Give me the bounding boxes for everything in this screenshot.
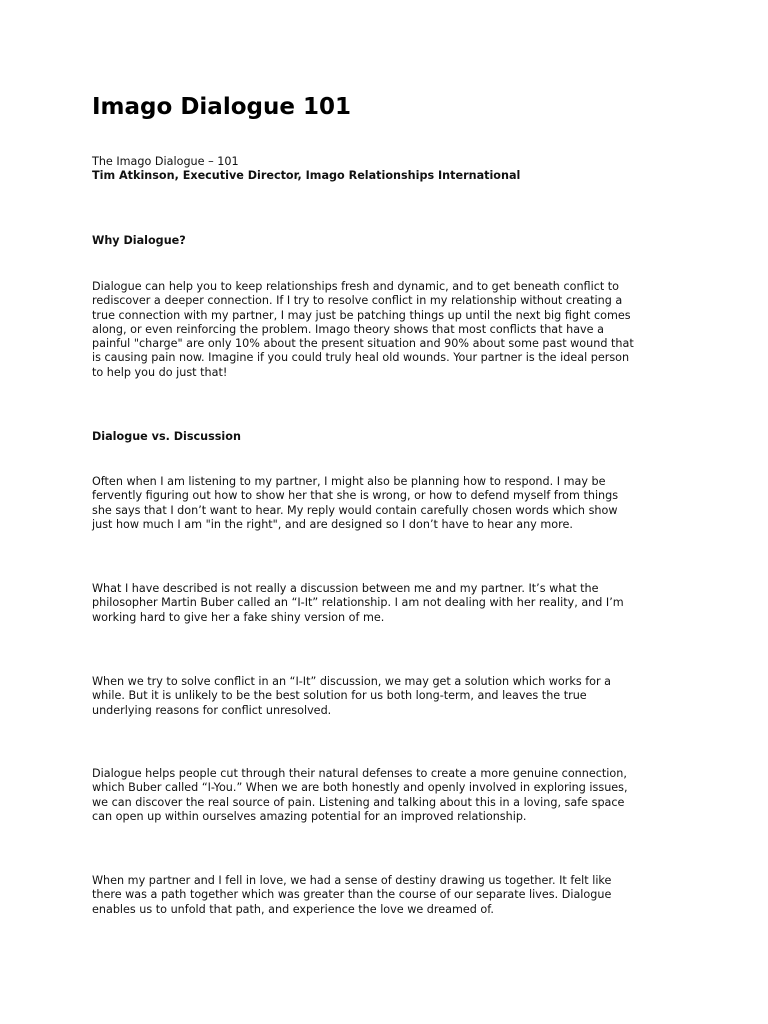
paragraph-line: Often when I am listening to my partner, I might also be planning how to respond. I may be <box>92 475 606 488</box>
paragraph <box>92 767 692 824</box>
section-heading-why-dialogue: Why Dialogue? <box>92 234 186 247</box>
paragraph-line: is causing pain now. Imagine if you could truly heal old wounds. Your partner is the ideal person <box>92 351 630 365</box>
section-heading-dialogue-vs-discussion: Dialogue vs. Discussion <box>92 430 241 443</box>
document-title: Imago Dialogue 101 <box>92 94 351 120</box>
paragraph-line: along, or even reinforcing the problem. Imago theory shows that most conflicts that have a <box>92 322 604 336</box>
paragraph-line: Dialogue helps people cut through their natural defenses to create a more genuine connection, <box>92 767 627 780</box>
paragraph-line: When we try to solve conflict in an “I-It” discussion, we may get a solution which works for a <box>92 675 612 688</box>
paragraph-line: can open up within ourselves amazing potential for an improved relationship. <box>92 809 527 823</box>
paragraph-line: just how much I am "in the right", and are designed so I don’t have to hear any more. <box>92 517 573 531</box>
paragraph-line: which Buber called “I-You.” When we are both honestly and openly involved in exploring issues, <box>92 781 628 795</box>
paragraph-line: working hard to give her a fake shiny version of me. <box>92 610 385 624</box>
paragraph-line: true connection with my partner, I may just be patching things up until the next big fight comes <box>92 308 631 322</box>
paragraph-line: enables us to unfold that path, and experience the love we dreamed of. <box>92 902 494 916</box>
paragraph <box>92 874 692 917</box>
paragraph-line: rediscover a deeper connection. If I try to resolve conflict in my relationship without creating a <box>92 294 623 308</box>
paragraph-line: painful "charge" are only 10% about the present situation and 90% about some past wound that <box>92 337 634 351</box>
paragraph-line: she says that I don’t want to hear. My reply would contain carefully chosen words which show <box>92 503 618 517</box>
paragraph <box>92 475 692 532</box>
paragraph-line: What I have described is not really a discussion between me and my partner. It’s what the <box>92 582 599 595</box>
paragraph <box>92 675 692 718</box>
paragraph-line: underlying reasons for conflict unresolved. <box>92 703 332 717</box>
paragraph-line: while. But it is unlikely to be the best solution for us both long-term, and leaves the true <box>92 689 587 703</box>
paragraph-line: fervently figuring out how to show her that she is wrong, or how to defend myself from things <box>92 489 619 503</box>
document-subtitle: The Imago Dialogue – 101 <box>92 155 239 168</box>
paragraph-line: to help you do just that! <box>92 365 228 379</box>
paragraph <box>92 582 692 625</box>
paragraph-line: When my partner and I fell in love, we had a sense of destiny drawing us together. It felt like <box>92 874 612 887</box>
paragraph-line: philosopher Martin Buber called an “I-It” relationship. I am not dealing with her reality, and I’m <box>92 596 624 610</box>
paragraph <box>92 280 692 380</box>
paragraph-line: we can discover the real source of pain. Listening and talking about this in a loving, safe space <box>92 795 625 809</box>
paragraph-line: Dialogue can help you to keep relationships fresh and dynamic, and to get beneath conflict to <box>92 280 620 293</box>
author-line: Tim Atkinson, Executive Director, Imago Relationships International <box>92 169 521 182</box>
paragraph-line: there was a path together which was greater than the course of our separate lives. Dialogue <box>92 888 612 902</box>
